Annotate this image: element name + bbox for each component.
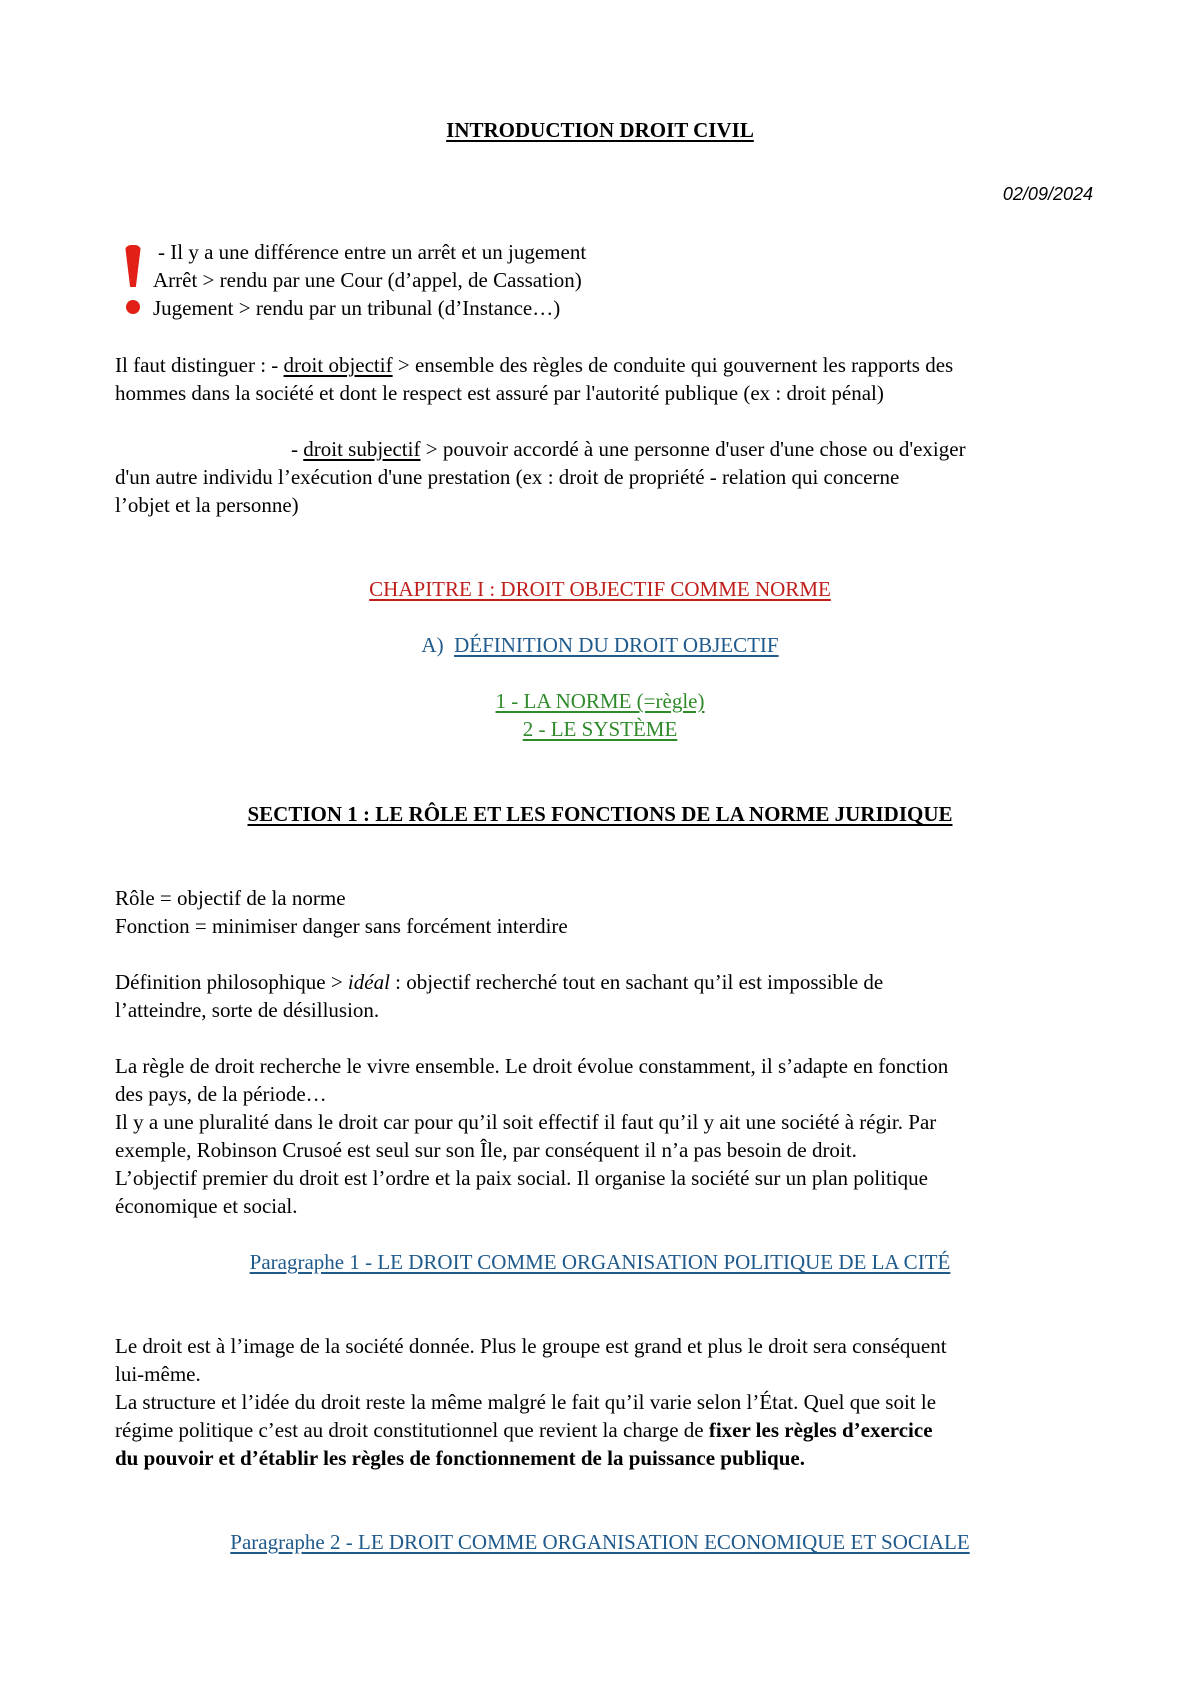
section-title: SECTION 1 : LE RÔLE ET LES FONCTIONS DE LA NORME JURIDIQUE	[247, 802, 953, 826]
chapter-title: CHAPITRE I : DROIT OBJECTIF COMME NORME	[369, 577, 831, 601]
paragraph-line-5: L’objectif premier du droit est l’ordre et la paix social. Il organise la société sur un plan politique	[115, 1166, 928, 1190]
subjectif-definition: > pouvoir accordé à une personne d'user d'une chose ou d'exiger	[420, 437, 966, 461]
document-date: 02/09/2024	[1002, 184, 1093, 204]
paragraph-line-2: des pays, de la période…	[115, 1082, 327, 1106]
objectif-definition: > ensemble des règles de conduite qui gouvernent les rapports des	[392, 353, 954, 377]
definition-line-2: l’atteindre, sorte de désillusion.	[115, 998, 380, 1022]
warning-line-3: Jugement > rendu par un tribunal (d’Instance…)	[153, 296, 561, 320]
droit-subjectif-term: droit subjectif	[303, 437, 421, 461]
norm-item-1: 1 - LA NORME (=règle)	[495, 689, 705, 713]
function-line: Fonction = minimiser danger sans forcément interdire	[115, 914, 568, 938]
p1-line-4	[115, 1416, 933, 1444]
paragraph-line-1: La règle de droit recherche le vivre ensemble. Le droit évolue constamment, il s’adapte en fonction	[115, 1054, 949, 1078]
paragraph-1-title: Paragraphe 1 - LE DROIT COMME ORGANISATION POLITIQUE DE LA CITÉ	[249, 1250, 951, 1274]
droit-objectif-term: droit objectif	[283, 353, 393, 377]
p1-line-4-normal: régime politique c’est au droit constitutionnel que revient la charge de	[115, 1418, 709, 1442]
warning-line-2: Arrêt > rendu par une Cour (d’appel, de Cassation)	[153, 268, 582, 292]
definition-rest: : objectif recherché tout en sachant qu’il est impossible de	[389, 970, 884, 994]
paragraph-line-6: économique et social.	[115, 1194, 298, 1218]
subsection-a-heading	[0, 631, 1200, 659]
norm-item-2: 2 - LE SYSTÈME	[522, 717, 678, 741]
paragraph-line-4: exemple, Robinson Crusoé est seul sur son Île, par conséquent il n’a pas besoin de droit.	[115, 1138, 857, 1162]
distinguish-prefix: Il faut distinguer : -	[115, 353, 284, 377]
definition-line-1	[115, 968, 883, 996]
subjectif-dash: -	[291, 437, 304, 461]
objectif-line-1	[115, 351, 953, 379]
warning-line-1: - Il y a une différence entre un arrêt et un jugement	[158, 240, 587, 264]
subjectif-line-1	[291, 435, 966, 463]
subsection-a-label: DÉFINITION DU DROIT OBJECTIF	[454, 633, 779, 657]
definition-prefix: Définition philosophique >	[115, 970, 348, 994]
definition-ideal: idéal	[347, 970, 390, 994]
p1-line-1: Le droit est à l’image de la société donnée. Plus le groupe est grand et plus le droit sera conséquent	[115, 1334, 947, 1358]
p1-line-4-bold: fixer les règles d’exercice	[708, 1418, 933, 1442]
subsection-a-marker: A)	[421, 633, 444, 657]
subjectif-line-3: l’objet et la personne)	[115, 493, 299, 517]
p1-line-5: du pouvoir et d’établir les règles de fonctionnement de la puissance publique.	[115, 1446, 805, 1470]
p1-line-3: La structure et l’idée du droit reste la même malgré le fait qu’il varie selon l’État. Quel que soit le	[115, 1390, 937, 1414]
p1-line-2: lui-même.	[115, 1362, 201, 1386]
role-line: Rôle = objectif de la norme	[115, 886, 346, 910]
subjectif-line-2: d'un autre individu l’exécution d'une prestation (ex : droit de propriété - relation qui concerne	[115, 465, 900, 489]
objectif-line-2: hommes dans la société et dont le respect est assuré par l'autorité publique (ex : droit pénal)	[115, 381, 884, 405]
paragraph-2-title: Paragraphe 2 - LE DROIT COMME ORGANISATION ECONOMIQUE ET SOCIALE	[230, 1530, 970, 1554]
paragraph-line-3: Il y a une pluralité dans le droit car pour qu’il soit effectif il faut qu’il y ait une société à régir. Par	[115, 1110, 937, 1134]
page-title: INTRODUCTION DROIT CIVIL	[446, 118, 754, 142]
